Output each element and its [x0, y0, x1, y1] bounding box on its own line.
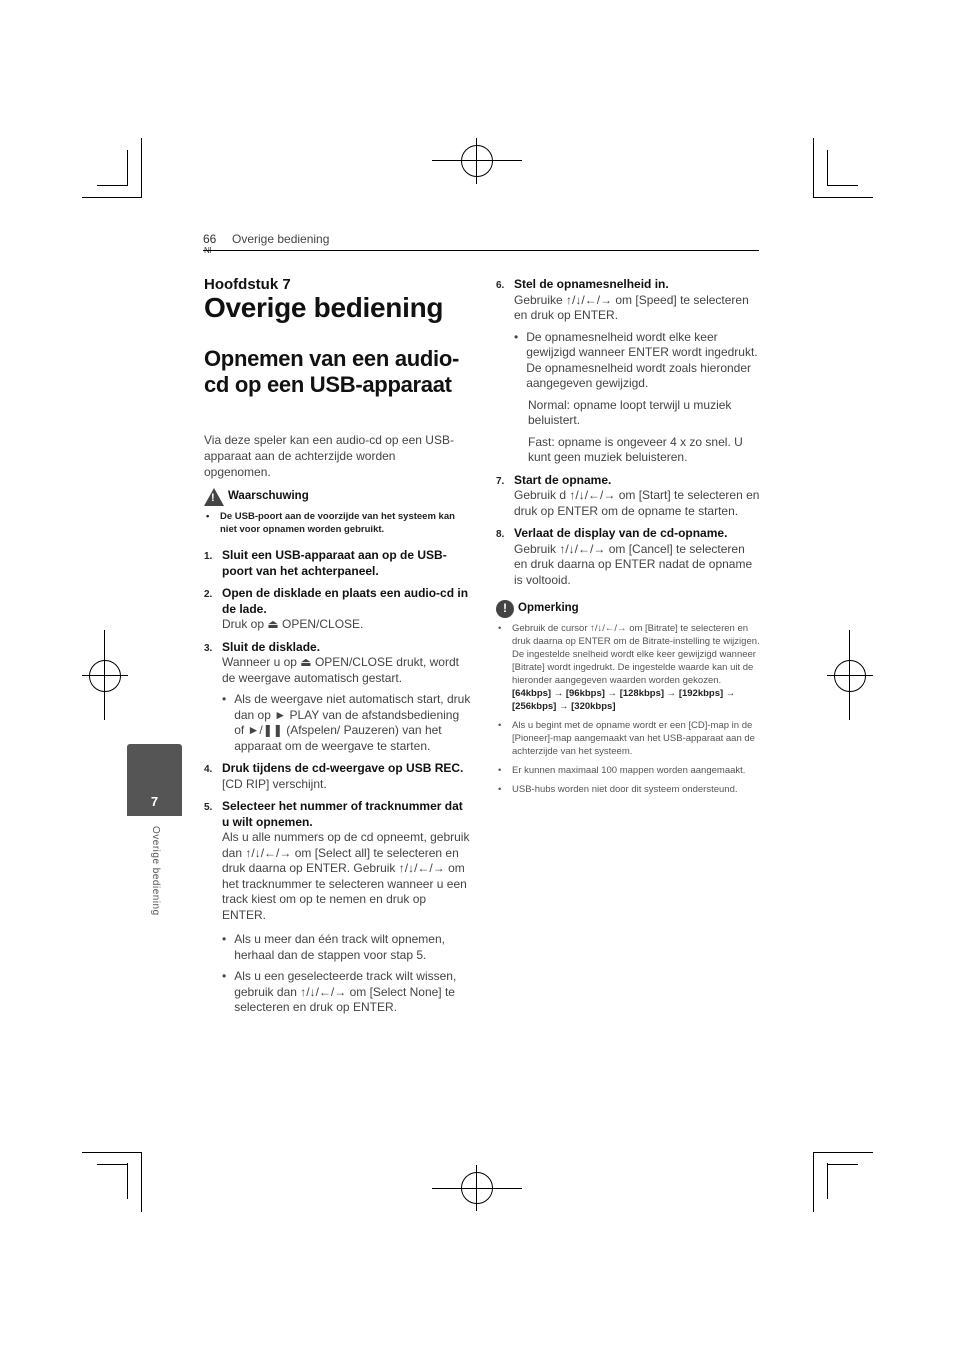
- remark-item-text: Als u begint met de opname wordt er een [CD]-map in de [Pioneer]-map aangemaakt van het USB-apparaat aan de achterzijde van het systeem.: [512, 720, 755, 757]
- step-number: 6.: [496, 280, 505, 291]
- step-number: 3.: [204, 642, 213, 654]
- remark-item-text: USB-hubs worden niet door dit systeem ondersteund.: [512, 784, 738, 795]
- section-title: Opnemen van een audio-cd op een USB-apparaat: [204, 346, 460, 397]
- step-text: Gebruike ↑/↓/←/→ om [Speed] te selecteren en druk op ENTER.: [514, 292, 749, 322]
- bitrate-options: [64kbps] → [96kbps] → [128kbps] → [192kbps] → [256kbps] → [320kbps]: [512, 688, 736, 712]
- bullet-text: Als u meer dan één track wilt opnemen, herhaal dan de stappen voor stap 5.: [234, 932, 445, 962]
- chapter-tab-label: Overige bediening: [150, 826, 161, 916]
- remark-item: • USB-hubs worden niet door dit systeem ondersteund.: [498, 784, 738, 795]
- warning-icon: [204, 488, 224, 506]
- step-bullet: • Als u meer dan één track wilt opnemen, herhaal dan de stappen voor stap 5.: [222, 932, 472, 963]
- right-column: [496, 277, 760, 796]
- step-title: Selecteer het nummer of tracknummer dat u wilt opnemen.: [222, 799, 463, 829]
- remark-item: • Er kunnen maximaal 100 mappen worden aangemaakt.: [498, 765, 746, 776]
- chapter-label: Hoofdstuk 7: [204, 276, 291, 293]
- remark-item: • Gebruik de cursor ↑/↓/←/→ om [Bitrate] te selecteren en druk daarna op ENTER om de Bitrate-instelling te wijzigen. De ingestelde snelheid wordt elke keer gewijzigd wanneer [Bitrate] wordt ingedrukt. De ingestelde waarde kan uit de hieronder aangegeven waarden worden gekozen. [64kbps] → [96kbps] → [128kbps] → [192kbps] → [256kbps] → [320kbps]: [498, 623, 760, 712]
- speed-normal-note: Normal: opname loopt terwijl u muziek beluistert.: [528, 397, 732, 427]
- step-title: Verlaat de display van de cd-opname.: [514, 526, 728, 540]
- running-title: Overige bediening: [232, 232, 330, 246]
- step-text: [CD RIP] verschijnt.: [222, 776, 327, 791]
- exclamation-icon: !: [496, 600, 514, 618]
- step-text: Wanneer u op ⏏ OPEN/CLOSE drukt, wordt de weergave automatisch gestart.: [222, 655, 459, 685]
- warning-item-text: De USB-poort aan de voorzijde van het systeem kan niet voor opnamen worden gebruikt.: [220, 511, 455, 535]
- step-bullet: • Als de weergave niet automatisch start, druk dan op ► PLAY van de afstandsbediening of ►/❚❚ (Afspelen/ Pauzeren) van het apparaat om de weergave te starten.: [222, 692, 471, 753]
- step-bullet: • Als u een geselecteerde track wilt wissen, gebruik dan ↑/↓/←/→ om [Select None] te selecteren en druk op ENTER.: [222, 969, 472, 1016]
- step-text: Gebruik ↑/↓/←/→ om [Cancel] te selecteren en druk daarna op ENTER nadat de opname is voltooid.: [514, 541, 753, 587]
- step-title: Sluit een USB-apparaat aan op de USB-poort van het achterpaneel.: [222, 548, 447, 578]
- step-text: Druk op ⏏ OPEN/CLOSE.: [222, 617, 364, 631]
- warning-heading: [204, 488, 472, 506]
- chapter-tab-number: 7: [150, 794, 159, 809]
- step-number: 4.: [204, 764, 213, 775]
- step-8: [496, 526, 760, 588]
- remark-item: • Als u begint met de opname wordt er een [CD]-map in de [Pioneer]-map aangemaakt van het USB-apparaat aan de achterzijde van het systeem.: [498, 719, 760, 758]
- step-title: Stel de opnamesnelheid in.: [514, 277, 669, 291]
- remark-heading-text: Opmerking: [518, 602, 579, 615]
- header-divider: [203, 250, 759, 251]
- step-number: 1.: [204, 551, 213, 562]
- chapter-title: Overige bediening: [204, 292, 444, 323]
- step-number: 8.: [496, 529, 505, 540]
- bullet-text: Als u een geselecteerde track wilt wissen, gebruik dan ↑/↓/←/→ om [Select None] te selecteren en druk op ENTER.: [234, 969, 457, 1014]
- bullet-text: Als de weergave niet automatisch start, druk dan op ► PLAY van de afstandsbediening of ►/❚❚ (Afspelen/ Pauzeren) van het apparaat om de weergave te starten.: [234, 692, 471, 753]
- page-number: 66: [203, 232, 217, 246]
- left-column: [204, 488, 472, 1016]
- step-title: Druk tijdens de cd-weergave op USB REC.: [222, 761, 464, 775]
- step-2: [204, 586, 472, 633]
- step-1: [204, 548, 472, 579]
- step-number: 5.: [204, 802, 213, 813]
- step-text: Gebruik d ↑/↓/←/→ om [Start] te selecteren en druk op ENTER om de opname te starten.: [514, 488, 760, 518]
- warning-item: • De USB-poort aan de voorzijde van het systeem kan niet voor opnamen worden gebruikt.: [206, 510, 472, 536]
- bullet-text: De opnamesnelheid wordt elke keer gewijzigd wanneer ENTER wordt ingedrukt. De opnamesnelheid wordt zoals hieronder aangegeven gewijzigd.: [526, 329, 758, 390]
- step-title: Sluit de disklade.: [222, 639, 321, 654]
- step-text: Als u alle nummers op de cd opneemt, gebruik dan ↑/↓/←/→ om [Select all] te selecteren en druk daarna op ENTER. Gebruik ↑/↓/←/→ om het tracknummer te selecteren wanneer u een track kiest om op te nemen en druk op ENTER.: [222, 830, 470, 922]
- remark-item-text: Er kunnen maximaal 100 mappen worden aangemaakt.: [512, 765, 746, 776]
- step-bullet: • De opnamesnelheid wordt elke keer gewijzigd wanneer ENTER wordt ingedrukt. De opnamesnelheid wordt zoals hieronder aangegeven gewijzigd.: [514, 330, 760, 392]
- remark-item-text: Gebruik de cursor ↑/↓/←/→ om [Bitrate] te selecteren en druk daarna op ENTER om de Bitrate-instelling te wijzigen. De ingestelde snelheid wordt elke keer gewijzigd wanneer [Bitrate] wordt ingedrukt. De ingestelde waarde kan uit de hieronder aangegeven waarden worden gekozen.: [512, 623, 760, 686]
- step-3: [204, 640, 472, 755]
- step-7: [496, 473, 760, 520]
- step-6: [496, 277, 760, 466]
- step-title: Open de disklade en plaats een audio-cd in de lade.: [222, 586, 469, 616]
- step-number: 2.: [204, 589, 213, 600]
- warning-heading-text: Waarschuwing: [228, 490, 309, 503]
- speed-fast-note: Fast: opname is ongeveer 4 x zo snel. U kunt geen muziek beluisteren.: [528, 434, 743, 464]
- remark-heading: [496, 600, 760, 618]
- step-5: [204, 799, 472, 1016]
- section-intro: Via deze speler kan een audio-cd op een USB-apparaat aan de achterzijde worden opgenomen.: [204, 433, 454, 479]
- step-title: Start de opname.: [514, 472, 612, 487]
- step-number: 7.: [496, 475, 505, 487]
- step-4: [204, 761, 472, 792]
